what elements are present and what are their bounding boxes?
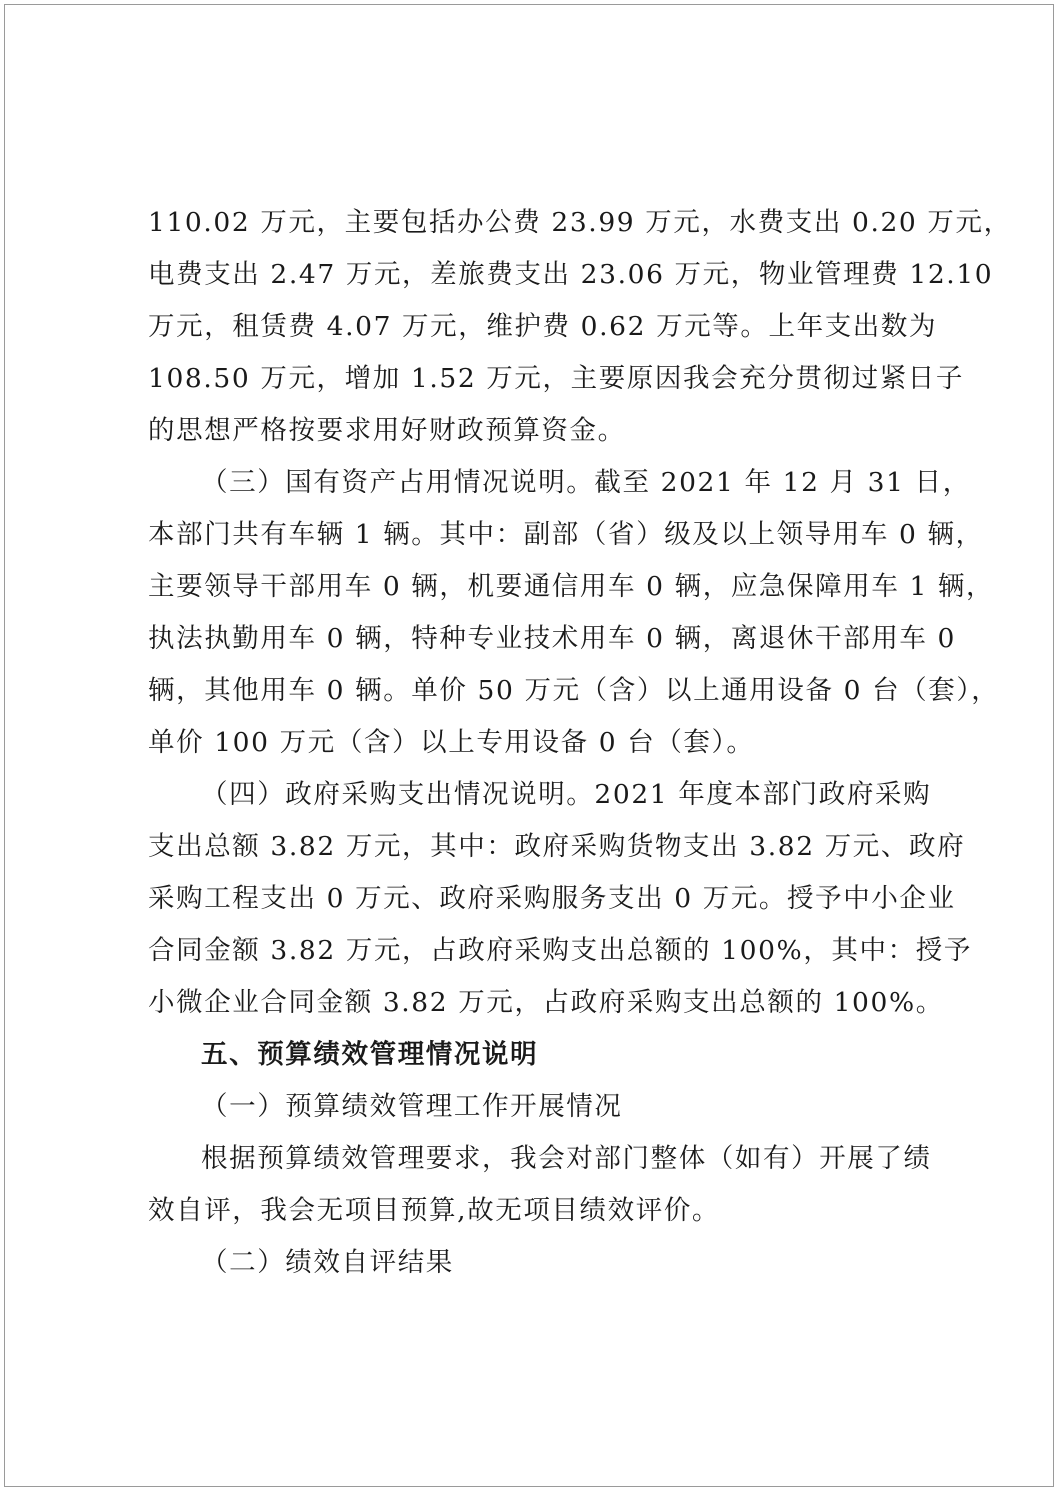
section-heading: 五、预算绩效管理情况说明	[201, 1039, 539, 1070]
paragraph-procurement	[148, 769, 972, 1029]
text-line: 执法执勤用车 0 辆，特种专业技术用车 0 辆，离退休干部用车 0	[148, 623, 956, 654]
text-line: 本部门共有车辆 1 辆。其中：副部（省）级及以上领导用车 0 辆，	[148, 519, 984, 550]
text-line: 根据预算绩效管理要求，我会对部门整体（如有）开展了绩	[201, 1143, 932, 1174]
text-line: 采购工程支出 0 万元、政府采购服务支出 0 万元。授予中小企业	[148, 883, 956, 914]
paragraph-performance-work	[148, 1133, 932, 1237]
text-line: 电费支出 2.47 万元，差旅费支出 23.06 万元，物业管理费 12.10	[148, 259, 994, 290]
text-line: 效自评，我会无项目预算,故无项目绩效评价。	[148, 1195, 721, 1226]
subsection-heading: （一）预算绩效管理工作开展情况	[201, 1091, 623, 1122]
text-line: 辆，其他用车 0 辆。单价 50 万元（含）以上通用设备 0 台（套），	[148, 675, 1000, 706]
text-line: （四）政府采购支出情况说明。2021 年度本部门政府采购	[201, 779, 932, 810]
text-line: 单价 100 万元（含）以上专用设备 0 台（套）。	[148, 727, 755, 758]
subsection-heading: （二）绩效自评结果	[201, 1247, 454, 1278]
paragraph-expenditure-detail	[148, 197, 1012, 457]
text-line: 万元，租赁费 4.07 万元，维护费 0.62 万元等。上年支出数为	[148, 311, 938, 342]
text-line: 合同金额 3.82 万元，占政府采购支出总额的 100%，其中：授予	[148, 935, 972, 966]
paragraph-state-assets	[148, 457, 1000, 769]
text-line: 小微企业合同金额 3.82 万元，占政府采购支出总额的 100%。	[148, 987, 944, 1018]
document-page	[4, 4, 1054, 1487]
text-line: 主要领导干部用车 0 辆，机要通信用车 0 辆，应急保障用车 1 辆，	[148, 571, 995, 602]
text-line: 110.02 万元，主要包括办公费 23.99 万元，水费支出 0.20 万元，	[148, 207, 1012, 238]
text-line: 的思想严格按要求用好财政预算资金。	[148, 415, 626, 446]
text-line: 108.50 万元，增加 1.52 万元，主要原因我会充分贯彻过紧日子	[148, 363, 964, 394]
text-line: （三）国有资产占用情况说明。截至 2021 年 12 月 31 日，	[201, 467, 971, 498]
document-body	[148, 197, 1012, 1289]
text-line: 支出总额 3.82 万元，其中：政府采购货物支出 3.82 万元、政府	[148, 831, 966, 862]
